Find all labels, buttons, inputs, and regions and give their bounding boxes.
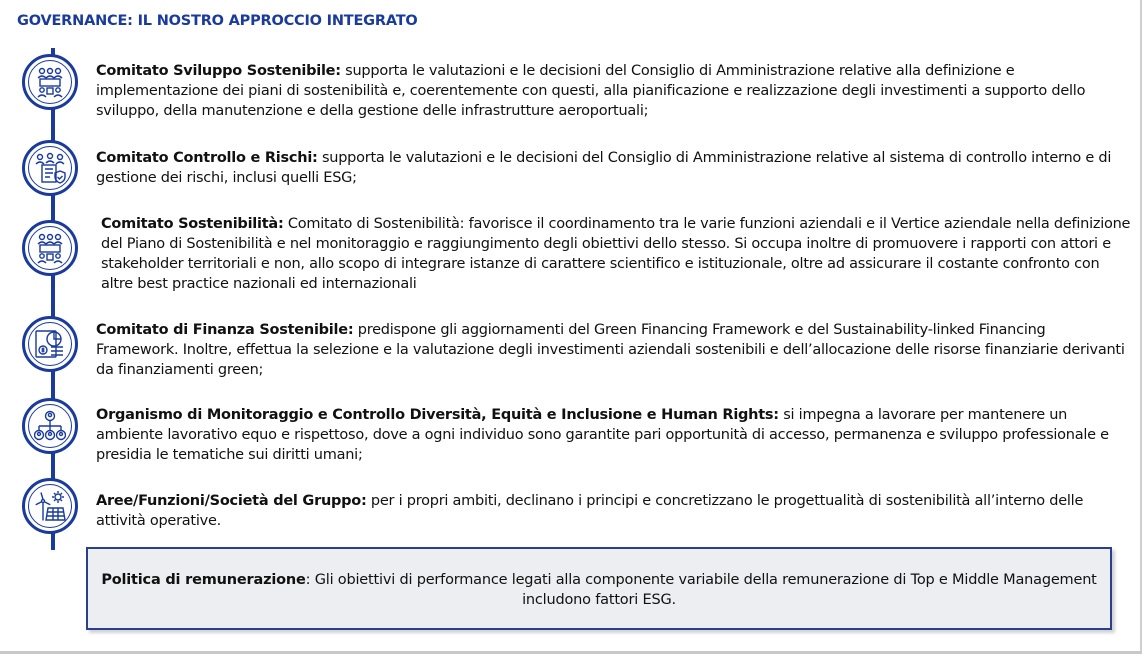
item-heading: Organismo di Monitoraggio e Controllo Diversità, Equità e Inclusione e Human Rights:: [96, 407, 779, 423]
item-text: supporta le valutazioni e le decisioni del Consiglio di Amministrazione relative alla definizione e implementazione dei piani di sostenibilità e, coerentemente con questi, alla pianificazione e realizzazione degli investimenti a supporto dello sviluppo, della manutenzione e della gestione delle infrastrutture aeroportuali;: [96, 63, 1086, 119]
item-organismo-monitoraggio: [96, 405, 1131, 465]
risk-control-icon: [22, 140, 78, 196]
item-text: per i propri ambiti, declinano i principi e concretizzano le progettualità di sostenibilità all’interno delle attività operative.: [96, 493, 1084, 529]
committee-meeting-icon: [22, 220, 78, 276]
item-comitato-finanza-sostenibile: [96, 320, 1131, 380]
item-text: supporta le valutazioni e le decisioni del Consiglio di Amministrazione relative al sistema di controllo interno e di gestione dei rischi, inclusi quelli ESG;: [96, 150, 1112, 186]
item-heading: Comitato Sostenibilità:: [101, 216, 284, 232]
timeline-line: [51, 48, 55, 550]
item-comitato-sostenibilita: [101, 214, 1131, 294]
policy-text: : Gli obiettivi di performance legati alla componente variabile della remunerazione di Top e Middle Management includono fattori ESG.: [305, 572, 1097, 608]
item-heading: Comitato di Finanza Sostenibile:: [96, 322, 354, 338]
item-comitato-sviluppo-sostenibile: [96, 61, 1126, 121]
item-aree-funzioni: [96, 491, 1106, 531]
organization-chart-icon: [22, 398, 78, 454]
item-heading: Aree/Funzioni/Società del Gruppo:: [96, 493, 367, 509]
page-title: GOVERNANCE: IL NOSTRO APPROCCIO INTEGRATO: [17, 13, 418, 29]
item-text: predispone gli aggiornamenti del Green Financing Framework e del Sustainability-linked Financing Framework. Inoltre, effettua la selezione e la valutazione degli investimenti aziendali sostenibili e dell’allocazione delle risorse finanziarie derivanti da finanziamenti green;: [96, 322, 1125, 378]
renewable-energy-icon: [22, 478, 78, 534]
remuneration-policy-box: [86, 547, 1112, 630]
policy-heading: Politica di remunerazione: [101, 572, 306, 588]
item-heading: Comitato Sviluppo Sostenibile:: [96, 63, 341, 79]
item-comitato-controllo-rischi: [96, 148, 1126, 188]
item-text: si impegna a lavorare per mantenere un ambiente lavorativo equo e rispettoso, dove a ogni individuo sono garantite pari opportunità di accesso, permanenza e sviluppo professionale e presidia le tematiche sui diritti umani;: [96, 407, 1109, 463]
committee-meeting-icon: [22, 54, 78, 110]
finance-report-icon: [22, 316, 78, 372]
item-heading: Comitato Controllo e Rischi:: [96, 150, 318, 166]
item-text: Comitato di Sostenibilità: favorisce il coordinamento tra le varie funzioni aziendali e il Vertice aziendale nella definizione del Piano di Sostenibilità e nel monitoraggio e raggiungimento degli obiettivi dello stesso. Si occupa inoltre di promuovere i rapporti con attori e stakeholder territoriali e non, allo scopo di integrare istanze di carattere scientifico e istituzionale, oltre ad assicurare il costante confronto con altre best practice nazionali ed internazionali: [101, 216, 1131, 292]
